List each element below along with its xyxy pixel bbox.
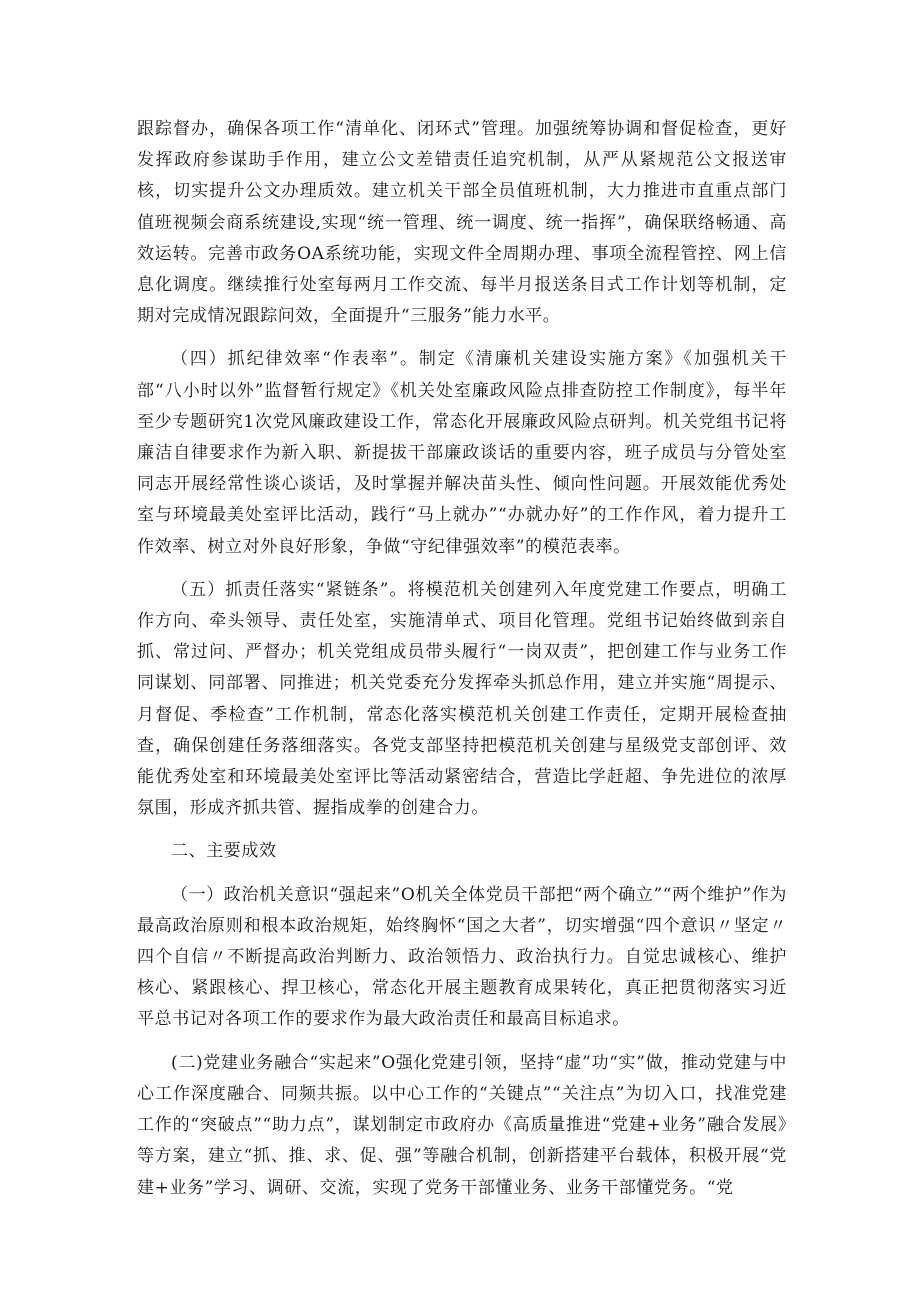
paragraph-political-awareness: （一）政治机关意识“强起来”O机关全体党员干部把“两个确立”“两个维护”作为最高政治原则和根本政治规矩，始终胸怀“国之大者”，切实增强“四个意识〃坚定〃四个自信〃不断提高政治判断力、政治领悟力、政治执行力。自觉忠诚核心、维护核心、紧跟核心、捍卫核心，常态化开展主题教育成果转化，真正把贯彻落实习近平总书记对各项工作的要求作为最大政治责任和最高目标追求。 [137,884,787,1030]
paragraph-discipline-efficiency: （四）抓纪律效率“作表率”。制定《清廉机关建设实施方案》《加强机关干部“八小时以外”监督暂行规定》《机关处室廉政风险点排查防控工作制度》，每半年至少专题研究1次党风廉政建设工作，常态化开展廉政风险点研判。机关党组书记将廉洁自律要求作为新入职、新提拔干部廉政谈话的重要内容，班子成员与分管处室同志开展经常性谈心谈话，及时掌握并解决苗头性、倾向性问题。开展效能优秀处室与环境最美处室评比活动，践行“马上就办”“办就办好”的工作作风，着力提升工作效率、树立对外良好形象，争做“守纪律强效率”的模范表率。 [137,349,787,557]
paragraph-responsibility: （五）抓责任落实“紧链条”。将模范机关创建列入年度党建工作要点，明确工作方向、牵头领导、责任处室，实施清单式、项目化管理。党组书记始终做到亲自抓、常过问、严督办；机关党组成员带头履行“一岗双责”，把创建工作与业务工作同谋划、同部署、同推进；机关党委充分发挥牵头抓总作用，建立并实施“周提示、月督促、季检查”工作机制，常态化落实模范机关创建工作责任，定期开展检查抽查，确保创建任务落细落实。各党支部坚持把模范机关创建与星级党支部创评、效能优秀处室和环境最美处室评比等活动紧密结合，营造比学赶超、争先进位的浓厚氛围，形成齐抓共管、握指成拳的创建合力。 [137,579,787,819]
paragraph-continuation: 跟踪督办，确保各项工作“清单化、闭环式”管理。加强统筹协调和督促检查，更好发挥政府参谋助手作用，建立公文差错责任追究机制，从严从紧规范公文报送审核，切实提升公文办理质效。建立机关干部全员值班机制，大力推进市直重点部门值班视频会商系统建设,实现“统一管理、统一调度、统一指挥”，确保联络畅通、高效运转。完善市政务OA系统功能，实现文件全周期办理、事项全流程管控、网上信息化调度。继续推行处室每两月工作交流、每半月报送条目式工作计划等机制，定期对完成情况跟踪问效，全面提升“三服务”能力水平。 [137,119,787,327]
document-page [137,114,787,1204]
paragraph-party-business-integration: (二)党建业务融合“实起来”O强化党建引领，坚持“虚”功“实”做，推动党建与中心工作深度融合、同频共振。以中心工作的“关键点”“关注点”为切入口，找准党建工作的“突破点”“助力点”，谋划制定市政府办《高质量推进“党建+业务”融合发展》等方案，建立“抓、推、求、促、强”等融合机制，创新搭建平台载体，积极开展“党建+业务”学习、调研、交流，实现了党务干部懂业务、业务干部懂党务。“党 [137,1052,787,1198]
section-heading-main-results: 二、主要成效 [171,841,277,862]
